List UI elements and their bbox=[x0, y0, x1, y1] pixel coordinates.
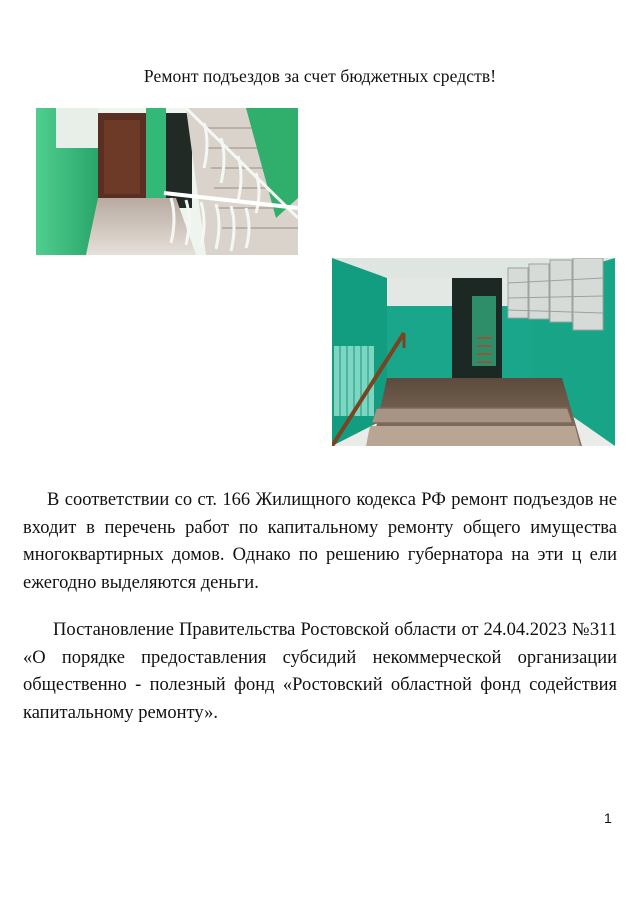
paragraph-housing-code: В соответствии со ст. 166 Жилищного кодекса РФ ремонт подъездов не входит в перечень работ по капитальному ремонту общего имущества многоквартирных домов. Однако по решению губернатора на эти ц ели ежегодно выделяются деньги. bbox=[23, 490, 617, 593]
entrance-hall-illustration bbox=[332, 258, 615, 446]
page-title: Ремонт подъездов за счет бюджетных средств! bbox=[143, 66, 497, 86]
stairwell-illustration bbox=[36, 108, 298, 255]
paragraph-government-resolution: Постановление Правительства Ростовской области от 24.04.2023 №311 «О порядке предоставления субсидий некоммерческой организации общественно - полезный фонд «Ростовский областной фонд содействия капитальному ремонту». bbox=[23, 620, 617, 723]
stairwell-photo bbox=[36, 108, 298, 255]
page-number: 1 bbox=[604, 810, 612, 826]
entrance-hall-photo bbox=[332, 258, 615, 446]
